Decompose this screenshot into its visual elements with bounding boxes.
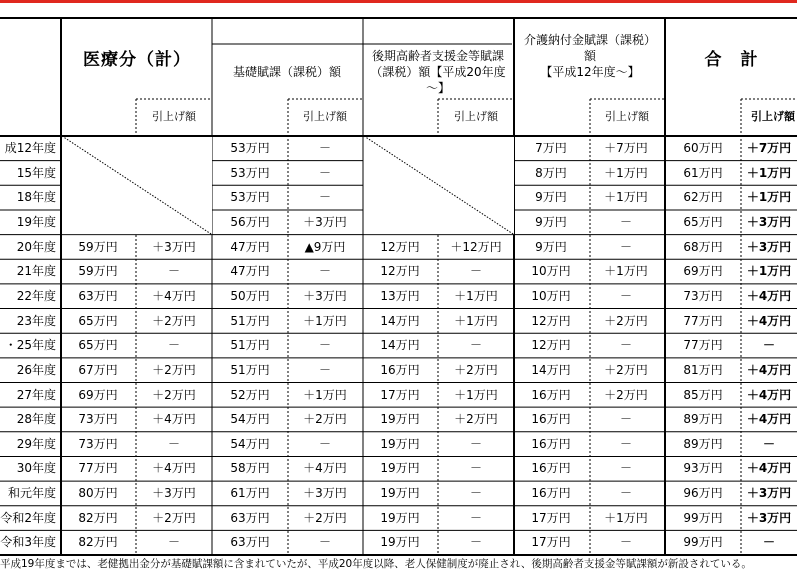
medical-amount-cell xyxy=(63,161,133,185)
basic-amount-cell: 63万円 xyxy=(230,535,270,550)
basic-amount-cell: 52万円 xyxy=(230,387,270,402)
medical-increase-cell: ＋2万円 xyxy=(152,362,196,377)
medical-amount-cell: 67万円 xyxy=(78,362,118,377)
medical-increase-cell: － xyxy=(167,264,180,279)
care-increase-cell: ＋2万円 xyxy=(604,313,648,328)
medical-increase-cell: － xyxy=(167,535,180,550)
header-care-line3: 【平成12年度～】 xyxy=(540,65,640,79)
care-increase-cell: － xyxy=(619,436,632,451)
basic-amount-cell: 51万円 xyxy=(230,338,270,353)
year-cell: 令和3年度 xyxy=(0,535,56,550)
total-increase-cell: ＋4万円 xyxy=(746,461,792,476)
medical-amount-cell: 82万円 xyxy=(78,510,118,525)
elderly-increase-cell: ＋12万円 xyxy=(450,239,502,254)
care-increase-cell: ＋2万円 xyxy=(604,387,648,402)
elderly-amount-cell: 12万円 xyxy=(380,264,420,279)
basic-increase-cell: ＋2万円 xyxy=(303,510,347,525)
year-cell: 18年度 xyxy=(16,190,56,205)
header-medical: 医療分（計） xyxy=(83,50,191,70)
total-amount-cell: 99万円 xyxy=(683,510,723,525)
care-increase-cell: － xyxy=(619,461,632,476)
care-amount-cell: 12万円 xyxy=(531,338,571,353)
total-amount-cell: 69万円 xyxy=(683,264,723,279)
total-amount-cell: 81万円 xyxy=(683,362,723,377)
care-amount-cell: 16万円 xyxy=(531,412,571,427)
care-increase-cell: ＋1万円 xyxy=(604,510,648,525)
medical-increase-cell: ＋2万円 xyxy=(152,313,196,328)
medical-increase-cell: ＋3万円 xyxy=(152,486,196,501)
medical-increase-cell: ＋4万円 xyxy=(152,288,196,303)
year-cell: 30年度 xyxy=(16,461,56,476)
total-increase-cell: － xyxy=(762,436,775,451)
total-amount-cell: 73万円 xyxy=(683,288,723,303)
medical-amount-cell: 82万円 xyxy=(78,535,118,550)
basic-increase-cell: ＋3万円 xyxy=(303,214,347,229)
basic-increase-cell: ＋2万円 xyxy=(303,412,347,427)
total-amount-cell: 77万円 xyxy=(683,338,723,353)
care-amount-cell: 9万円 xyxy=(535,214,567,229)
total-increase-cell: ＋4万円 xyxy=(746,362,792,377)
elderly-increase-cell: ＋1万円 xyxy=(454,288,498,303)
medical-increase-cell xyxy=(137,185,211,209)
care-increase-cell: ＋1万円 xyxy=(604,165,648,180)
care-amount-cell: 12万円 xyxy=(531,313,571,328)
care-amount-cell: 9万円 xyxy=(535,190,567,205)
medical-increase-cell: － xyxy=(167,338,180,353)
basic-amount-cell: 61万円 xyxy=(230,486,270,501)
year-cell: 27年度 xyxy=(16,387,56,402)
basic-increase-cell: ＋1万円 xyxy=(303,313,347,328)
care-amount-cell: 7万円 xyxy=(535,141,567,155)
care-amount-cell: 14万円 xyxy=(531,362,571,377)
elderly-increase-cell: － xyxy=(469,338,482,353)
medical-increase-cell xyxy=(137,161,211,185)
medical-amount-cell: 65万円 xyxy=(78,313,118,328)
elderly-amount-cell xyxy=(365,185,435,209)
basic-amount-cell: 58万円 xyxy=(230,461,270,476)
care-amount-cell: 9万円 xyxy=(535,239,567,254)
basic-increase-cell: － xyxy=(318,362,331,377)
header-total-increase: 引上げ額 xyxy=(751,110,795,123)
elderly-amount-cell: 14万円 xyxy=(380,313,420,328)
care-increase-cell: ＋1万円 xyxy=(604,190,648,205)
basic-amount-cell: 63万円 xyxy=(230,510,270,525)
header-basic: 基礎賦課（課税）額 xyxy=(232,64,341,79)
basic-increase-cell: － xyxy=(318,141,331,155)
header-medical-increase: 引上げ額 xyxy=(152,110,196,123)
year-cell: 21年度 xyxy=(16,264,56,279)
year-cell: 和元年度 xyxy=(7,486,56,501)
care-increase-cell: ＋7万円 xyxy=(604,141,648,155)
total-amount-cell: 68万円 xyxy=(683,239,723,254)
care-amount-cell: 10万円 xyxy=(531,288,571,303)
total-amount-cell: 62万円 xyxy=(683,190,723,205)
elderly-increase-cell: － xyxy=(469,264,482,279)
basic-increase-cell: － xyxy=(318,436,331,451)
total-amount-cell: 77万円 xyxy=(683,313,723,328)
header-care-line2: 額 xyxy=(583,49,596,63)
basic-amount-cell: 51万円 xyxy=(230,313,270,328)
basic-amount-cell: 53万円 xyxy=(230,165,270,180)
basic-increase-cell: ＋1万円 xyxy=(303,387,347,402)
year-cell: 29年度 xyxy=(16,436,56,451)
care-increase-cell: － xyxy=(619,486,632,501)
basic-increase-cell: ＋3万円 xyxy=(303,288,347,303)
care-amount-cell: 16万円 xyxy=(531,486,571,501)
total-increase-cell: ＋4万円 xyxy=(746,313,792,328)
total-increase-cell: ＋1万円 xyxy=(746,165,792,180)
total-increase-cell: ＋1万円 xyxy=(746,190,792,205)
medical-increase-cell: ＋4万円 xyxy=(152,461,196,476)
basic-amount-cell: 54万円 xyxy=(230,412,270,427)
basic-amount-cell: 54万円 xyxy=(230,436,270,451)
medical-amount-cell: 65万円 xyxy=(78,338,118,353)
year-cell: 15年度 xyxy=(16,165,56,180)
care-increase-cell: － xyxy=(619,535,632,550)
elderly-amount-cell xyxy=(365,161,435,185)
year-cell: 成12年度 xyxy=(4,141,56,155)
total-amount-cell: 93万円 xyxy=(683,461,723,476)
care-increase-cell: － xyxy=(619,412,632,427)
elderly-amount-cell xyxy=(365,210,435,234)
total-amount-cell: 89万円 xyxy=(683,412,723,427)
footnote: 平成19年度までは、老健拠出金分が基礎賦課額に含まれていたが、平成20年度以降、老人保健制度が廃止され、後期高齢者支援金等賦課額が新設されている。 xyxy=(0,558,752,570)
care-amount-cell: 8万円 xyxy=(535,165,567,180)
year-cell: 22年度 xyxy=(16,288,56,303)
year-cell: 令和2年度 xyxy=(0,510,56,525)
medical-increase-cell: ＋2万円 xyxy=(152,387,196,402)
elderly-amount-cell: 19万円 xyxy=(380,436,420,451)
elderly-increase-cell: ＋2万円 xyxy=(454,362,498,377)
basic-amount-cell: 47万円 xyxy=(230,264,270,279)
elderly-increase-cell: － xyxy=(469,535,482,550)
total-increase-cell: ＋3万円 xyxy=(746,510,792,525)
elderly-increase-cell xyxy=(439,210,513,234)
care-amount-cell: 16万円 xyxy=(531,387,571,402)
header-care-increase: 引上げ額 xyxy=(605,110,649,123)
care-increase-cell: － xyxy=(619,288,632,303)
basic-amount-cell: 56万円 xyxy=(230,214,270,229)
total-increase-cell: ＋4万円 xyxy=(746,412,792,427)
header-total: 合 計 xyxy=(704,50,759,70)
care-increase-cell: ＋1万円 xyxy=(604,264,648,279)
medical-amount-cell xyxy=(63,210,133,234)
medical-amount-cell: 63万円 xyxy=(78,288,118,303)
basic-increase-cell: － xyxy=(318,264,331,279)
elderly-increase-cell: ＋2万円 xyxy=(454,412,498,427)
total-increase-cell: ＋1万円 xyxy=(746,264,792,279)
medical-increase-cell: － xyxy=(167,436,180,451)
basic-increase-cell: － xyxy=(318,190,331,205)
care-amount-cell: 17万円 xyxy=(531,535,571,550)
total-amount-cell: 99万円 xyxy=(683,535,723,550)
elderly-amount-cell: 16万円 xyxy=(380,362,420,377)
basic-amount-cell: 51万円 xyxy=(230,362,270,377)
total-increase-cell: ＋7万円 xyxy=(746,141,792,155)
medical-amount-cell: 73万円 xyxy=(78,436,118,451)
basic-amount-cell: 50万円 xyxy=(230,288,270,303)
basic-amount-cell: 53万円 xyxy=(230,190,270,205)
elderly-amount-cell xyxy=(365,136,435,160)
medical-amount-cell xyxy=(63,136,133,160)
total-amount-cell: 96万円 xyxy=(683,486,723,501)
header-care xyxy=(516,32,664,92)
basic-increase-cell: － xyxy=(318,535,331,550)
elderly-amount-cell: 19万円 xyxy=(380,412,420,427)
total-amount-cell: 65万円 xyxy=(683,214,723,229)
care-increase-cell: － xyxy=(619,338,632,353)
total-amount-cell: 89万円 xyxy=(683,436,723,451)
total-amount-cell: 85万円 xyxy=(683,387,723,402)
elderly-amount-cell: 12万円 xyxy=(380,239,420,254)
total-increase-cell: ＋4万円 xyxy=(746,387,792,402)
medical-increase-cell: ＋4万円 xyxy=(152,412,196,427)
medical-increase-cell: ＋2万円 xyxy=(152,510,196,525)
year-cell: 28年度 xyxy=(16,412,56,427)
basic-increase-cell: ▲9万円 xyxy=(304,239,346,254)
elderly-increase-cell: ＋1万円 xyxy=(454,313,498,328)
care-amount-cell: 17万円 xyxy=(531,510,571,525)
elderly-increase-cell: － xyxy=(469,510,482,525)
elderly-increase-cell xyxy=(439,185,513,209)
header-elderly-increase: 引上げ額 xyxy=(454,110,498,123)
total-increase-cell: ＋3万円 xyxy=(746,486,792,501)
header-elderly: 後期高齢者支援金等賦課（課税）額【平成20年度～】 xyxy=(370,48,506,95)
care-increase-cell: － xyxy=(619,214,632,229)
year-cell: 19年度 xyxy=(16,214,56,229)
elderly-amount-cell: 13万円 xyxy=(380,288,420,303)
medical-amount-cell: 80万円 xyxy=(78,486,118,501)
medical-increase-cell xyxy=(137,210,211,234)
medical-amount-cell: 59万円 xyxy=(78,239,118,254)
medical-amount-cell: 59万円 xyxy=(78,264,118,279)
basic-increase-cell: ＋3万円 xyxy=(303,486,347,501)
total-amount-cell: 61万円 xyxy=(683,165,723,180)
year-cell: 20年度 xyxy=(16,239,56,254)
medical-amount-cell: 69万円 xyxy=(78,387,118,402)
basic-increase-cell: － xyxy=(318,338,331,353)
year-cell: 26年度 xyxy=(16,362,56,377)
total-increase-cell: ＋4万円 xyxy=(746,288,792,303)
elderly-amount-cell: 19万円 xyxy=(380,535,420,550)
care-amount-cell: 10万円 xyxy=(531,264,571,279)
total-increase-cell: ＋3万円 xyxy=(746,214,792,229)
elderly-amount-cell: 14万円 xyxy=(380,338,420,353)
elderly-increase-cell: － xyxy=(469,461,482,476)
elderly-amount-cell: 19万円 xyxy=(380,486,420,501)
total-increase-cell: － xyxy=(762,535,775,550)
total-increase-cell: ＋3万円 xyxy=(746,239,792,254)
medical-amount-cell: 77万円 xyxy=(78,461,118,476)
medical-increase-cell xyxy=(137,136,211,160)
medical-increase-cell: ＋3万円 xyxy=(152,239,196,254)
medical-amount-cell xyxy=(63,185,133,209)
year-cell: 23年度 xyxy=(16,313,56,328)
elderly-amount-cell: 17万円 xyxy=(380,387,420,402)
elderly-amount-cell: 19万円 xyxy=(380,461,420,476)
care-increase-cell: ＋2万円 xyxy=(604,362,648,377)
header-care-line1: 介護納付金賦課（課税） xyxy=(523,33,656,47)
basic-increase-cell: ＋4万円 xyxy=(303,461,347,476)
total-amount-cell: 60万円 xyxy=(683,141,723,155)
total-increase-cell: － xyxy=(762,338,775,353)
elderly-increase-cell: － xyxy=(469,436,482,451)
header-basic-increase: 引上げ額 xyxy=(303,110,347,123)
care-amount-cell: 16万円 xyxy=(531,461,571,476)
basic-increase-cell: － xyxy=(318,165,331,180)
elderly-increase-cell: － xyxy=(469,486,482,501)
care-amount-cell: 16万円 xyxy=(531,436,571,451)
elderly-increase-cell xyxy=(439,136,513,160)
elderly-increase-cell xyxy=(439,161,513,185)
basic-amount-cell: 53万円 xyxy=(230,141,270,155)
year-cell: ・25年度 xyxy=(4,338,56,353)
basic-amount-cell: 47万円 xyxy=(230,239,270,254)
medical-amount-cell: 73万円 xyxy=(78,412,118,427)
elderly-increase-cell: ＋1万円 xyxy=(454,387,498,402)
elderly-amount-cell: 19万円 xyxy=(380,510,420,525)
care-increase-cell: － xyxy=(619,239,632,254)
